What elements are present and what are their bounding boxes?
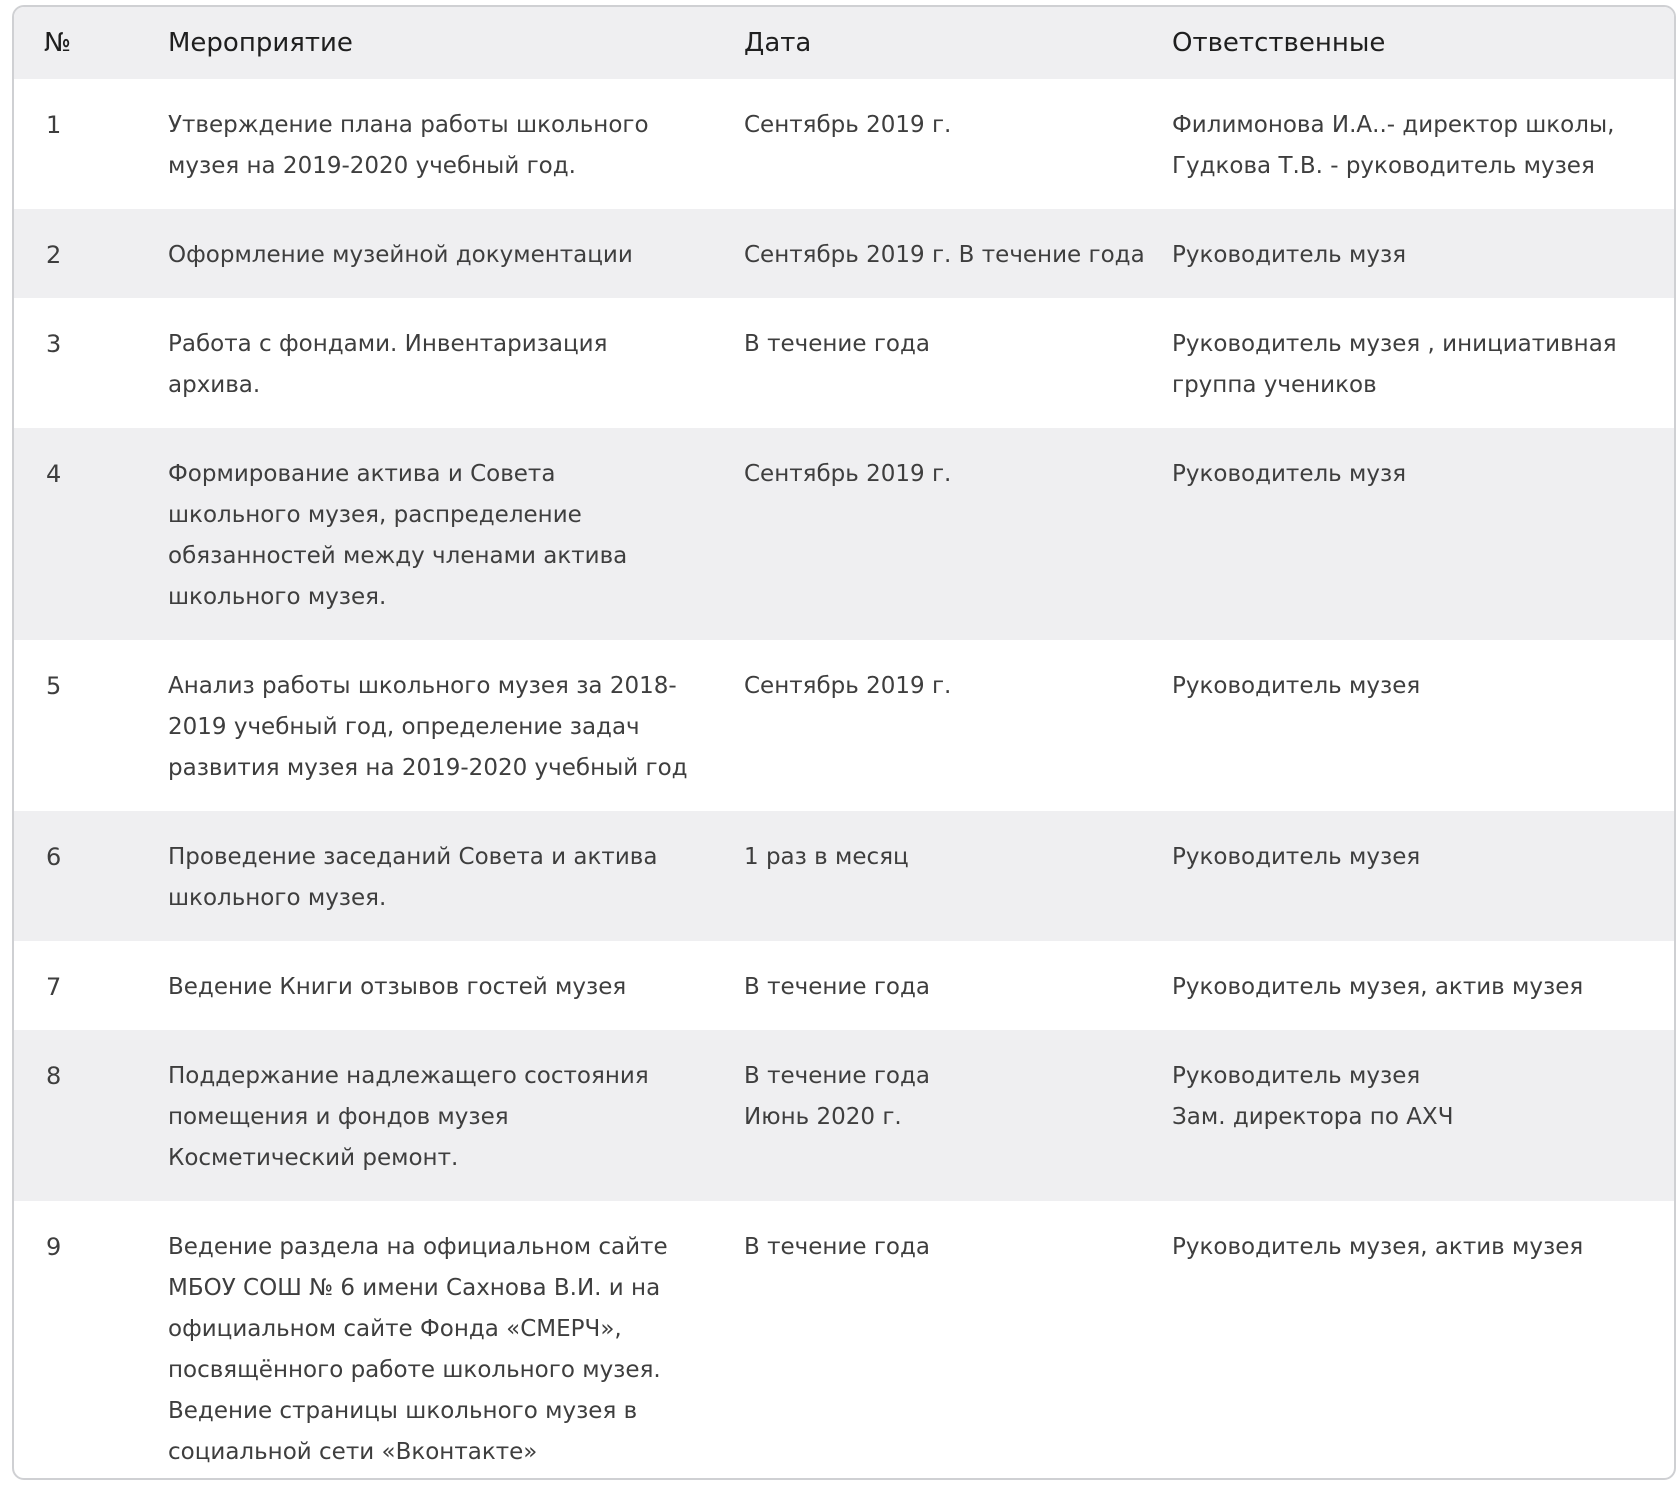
cell-event-line: посвящённого работе школьного музея. bbox=[168, 1357, 661, 1383]
cell-responsible bbox=[1158, 1201, 1676, 1480]
cell-responsible bbox=[1158, 209, 1676, 298]
cell-date-line: Июнь 2020 г. bbox=[744, 1104, 902, 1130]
table-row bbox=[14, 1201, 1676, 1480]
table-row bbox=[14, 298, 1676, 428]
cell-event-line: Проведение заседаний Совета и актива bbox=[168, 844, 658, 870]
cell-date bbox=[730, 1201, 1158, 1480]
cell-event bbox=[154, 298, 730, 428]
cell-event-line: Ведение страницы школьного музея в bbox=[168, 1398, 638, 1424]
cell-responsible-line: Руководитель музея bbox=[1172, 673, 1421, 699]
cell-responsible-line: Руководитель музя bbox=[1172, 461, 1407, 487]
table-row bbox=[14, 209, 1676, 298]
cell-date-line: Сентябрь 2019 г. bbox=[744, 461, 952, 487]
cell-responsible-line: Руководитель музя bbox=[1172, 242, 1407, 268]
cell-event-line: Поддержание надлежащего состояния bbox=[168, 1063, 649, 1089]
cell-event-line: Ведение раздела на официальном сайте bbox=[168, 1234, 668, 1260]
cell-responsible-line: Филимонова И.А..- директор школы, bbox=[1172, 112, 1615, 138]
cell-event-line: официальном сайте Фонда «СМЕРЧ», bbox=[168, 1316, 622, 1342]
table-row bbox=[14, 79, 1676, 209]
cell-responsible bbox=[1158, 941, 1676, 1030]
cell-num: 9 bbox=[46, 1233, 62, 1261]
cell-event bbox=[154, 428, 730, 640]
cell-event-line: помещения и фондов музея bbox=[168, 1104, 509, 1130]
cell-num: 6 bbox=[46, 843, 62, 871]
cell-event-line: Ведение Книги отзывов гостей музея bbox=[168, 974, 627, 1000]
cell-event-line: Формирование актива и Совета bbox=[168, 461, 556, 487]
cell-responsible bbox=[1158, 811, 1676, 941]
table-row bbox=[14, 640, 1676, 811]
cell-event-line: Косметический ремонт. bbox=[168, 1145, 459, 1171]
header-date: Дата bbox=[744, 28, 812, 58]
cell-date-line: Сентябрь 2019 г. В течение года bbox=[744, 242, 1145, 268]
cell-date-line: Сентябрь 2019 г. bbox=[744, 673, 952, 699]
cell-event-line: 2019 учебный год, определение задач bbox=[168, 714, 640, 740]
cell-responsible-line: Руководитель музея bbox=[1172, 844, 1421, 870]
table-row bbox=[14, 811, 1676, 941]
cell-responsible-line: Зам. директора по АХЧ bbox=[1172, 1104, 1454, 1130]
cell-responsible-line: Руководитель музея, актив музея bbox=[1172, 1234, 1584, 1260]
cell-event-line: архива. bbox=[168, 372, 261, 398]
cell-date bbox=[730, 811, 1158, 941]
cell-num: 4 bbox=[46, 460, 62, 488]
cell-date bbox=[730, 428, 1158, 640]
table-header bbox=[14, 7, 1676, 79]
cell-event-line: Анализ работы школьного музея за 2018- bbox=[168, 673, 677, 699]
table-row bbox=[14, 428, 1676, 640]
events-table-container bbox=[12, 5, 1676, 1480]
cell-responsible bbox=[1158, 428, 1676, 640]
cell-num: 3 bbox=[46, 330, 62, 358]
cell-date bbox=[730, 941, 1158, 1030]
cell-responsible bbox=[1158, 298, 1676, 428]
cell-event-line: обязанностей между членами актива bbox=[168, 543, 628, 569]
cell-date-line: В течение года bbox=[744, 1063, 930, 1089]
header-responsible: Ответственные bbox=[1172, 28, 1386, 58]
header-row bbox=[14, 7, 1676, 79]
cell-date bbox=[730, 79, 1158, 209]
cell-event-line: Работа с фондами. Инвентаризация bbox=[168, 331, 608, 357]
cell-event-line: Утверждение плана работы школьного bbox=[168, 112, 649, 138]
cell-num: 5 bbox=[46, 672, 62, 700]
cell-num: 8 bbox=[46, 1062, 62, 1090]
cell-date bbox=[730, 298, 1158, 428]
cell-responsible bbox=[1158, 640, 1676, 811]
cell-responsible-line: группа учеников bbox=[1172, 372, 1377, 398]
cell-responsible bbox=[1158, 79, 1676, 209]
cell-event-line: школьного музея. bbox=[168, 584, 387, 610]
cell-date-line: В течение года bbox=[744, 331, 930, 357]
cell-event-line: музея на 2019-2020 учебный год. bbox=[168, 153, 576, 179]
cell-date bbox=[730, 1030, 1158, 1201]
cell-event bbox=[154, 811, 730, 941]
cell-responsible-line: Руководитель музея bbox=[1172, 1063, 1421, 1089]
cell-date-line: В течение года bbox=[744, 1234, 930, 1260]
cell-responsible-line: Гудкова Т.В. - руководитель музея bbox=[1172, 153, 1595, 179]
cell-date-line: Сентябрь 2019 г. bbox=[744, 112, 952, 138]
header-event: Мероприятие bbox=[168, 28, 353, 58]
cell-num: 1 bbox=[46, 111, 62, 139]
header-num: № bbox=[44, 28, 72, 58]
cell-num: 2 bbox=[46, 241, 62, 269]
cell-date-line: 1 раз в месяц bbox=[744, 844, 909, 870]
cell-event-line: МБОУ СОШ № 6 имени Сахнова В.И. и на bbox=[168, 1275, 661, 1301]
table-row bbox=[14, 941, 1676, 1030]
cell-event-line: школьного музея. bbox=[168, 885, 387, 911]
cell-date bbox=[730, 209, 1158, 298]
cell-event bbox=[154, 1030, 730, 1201]
cell-date-line: В течение года bbox=[744, 974, 930, 1000]
events-table bbox=[14, 7, 1676, 1480]
cell-event bbox=[154, 79, 730, 209]
cell-event-line: Оформление музейной документации bbox=[168, 242, 633, 268]
cell-event bbox=[154, 640, 730, 811]
cell-event bbox=[154, 1201, 730, 1480]
table-body bbox=[14, 79, 1676, 1480]
cell-event-line: школьного музея, распределение bbox=[168, 502, 582, 528]
cell-responsible-line: Руководитель музея , инициативная bbox=[1172, 331, 1617, 357]
cell-event bbox=[154, 941, 730, 1030]
table-row bbox=[14, 1030, 1676, 1201]
cell-responsible-line: Руководитель музея, актив музея bbox=[1172, 974, 1584, 1000]
cell-event bbox=[154, 209, 730, 298]
cell-num: 7 bbox=[46, 973, 62, 1001]
cell-responsible bbox=[1158, 1030, 1676, 1201]
cell-date bbox=[730, 640, 1158, 811]
cell-event-line: развития музея на 2019-2020 учебный год bbox=[168, 755, 688, 781]
cell-event-line: социальной сети «Вконтакте» bbox=[168, 1439, 538, 1465]
